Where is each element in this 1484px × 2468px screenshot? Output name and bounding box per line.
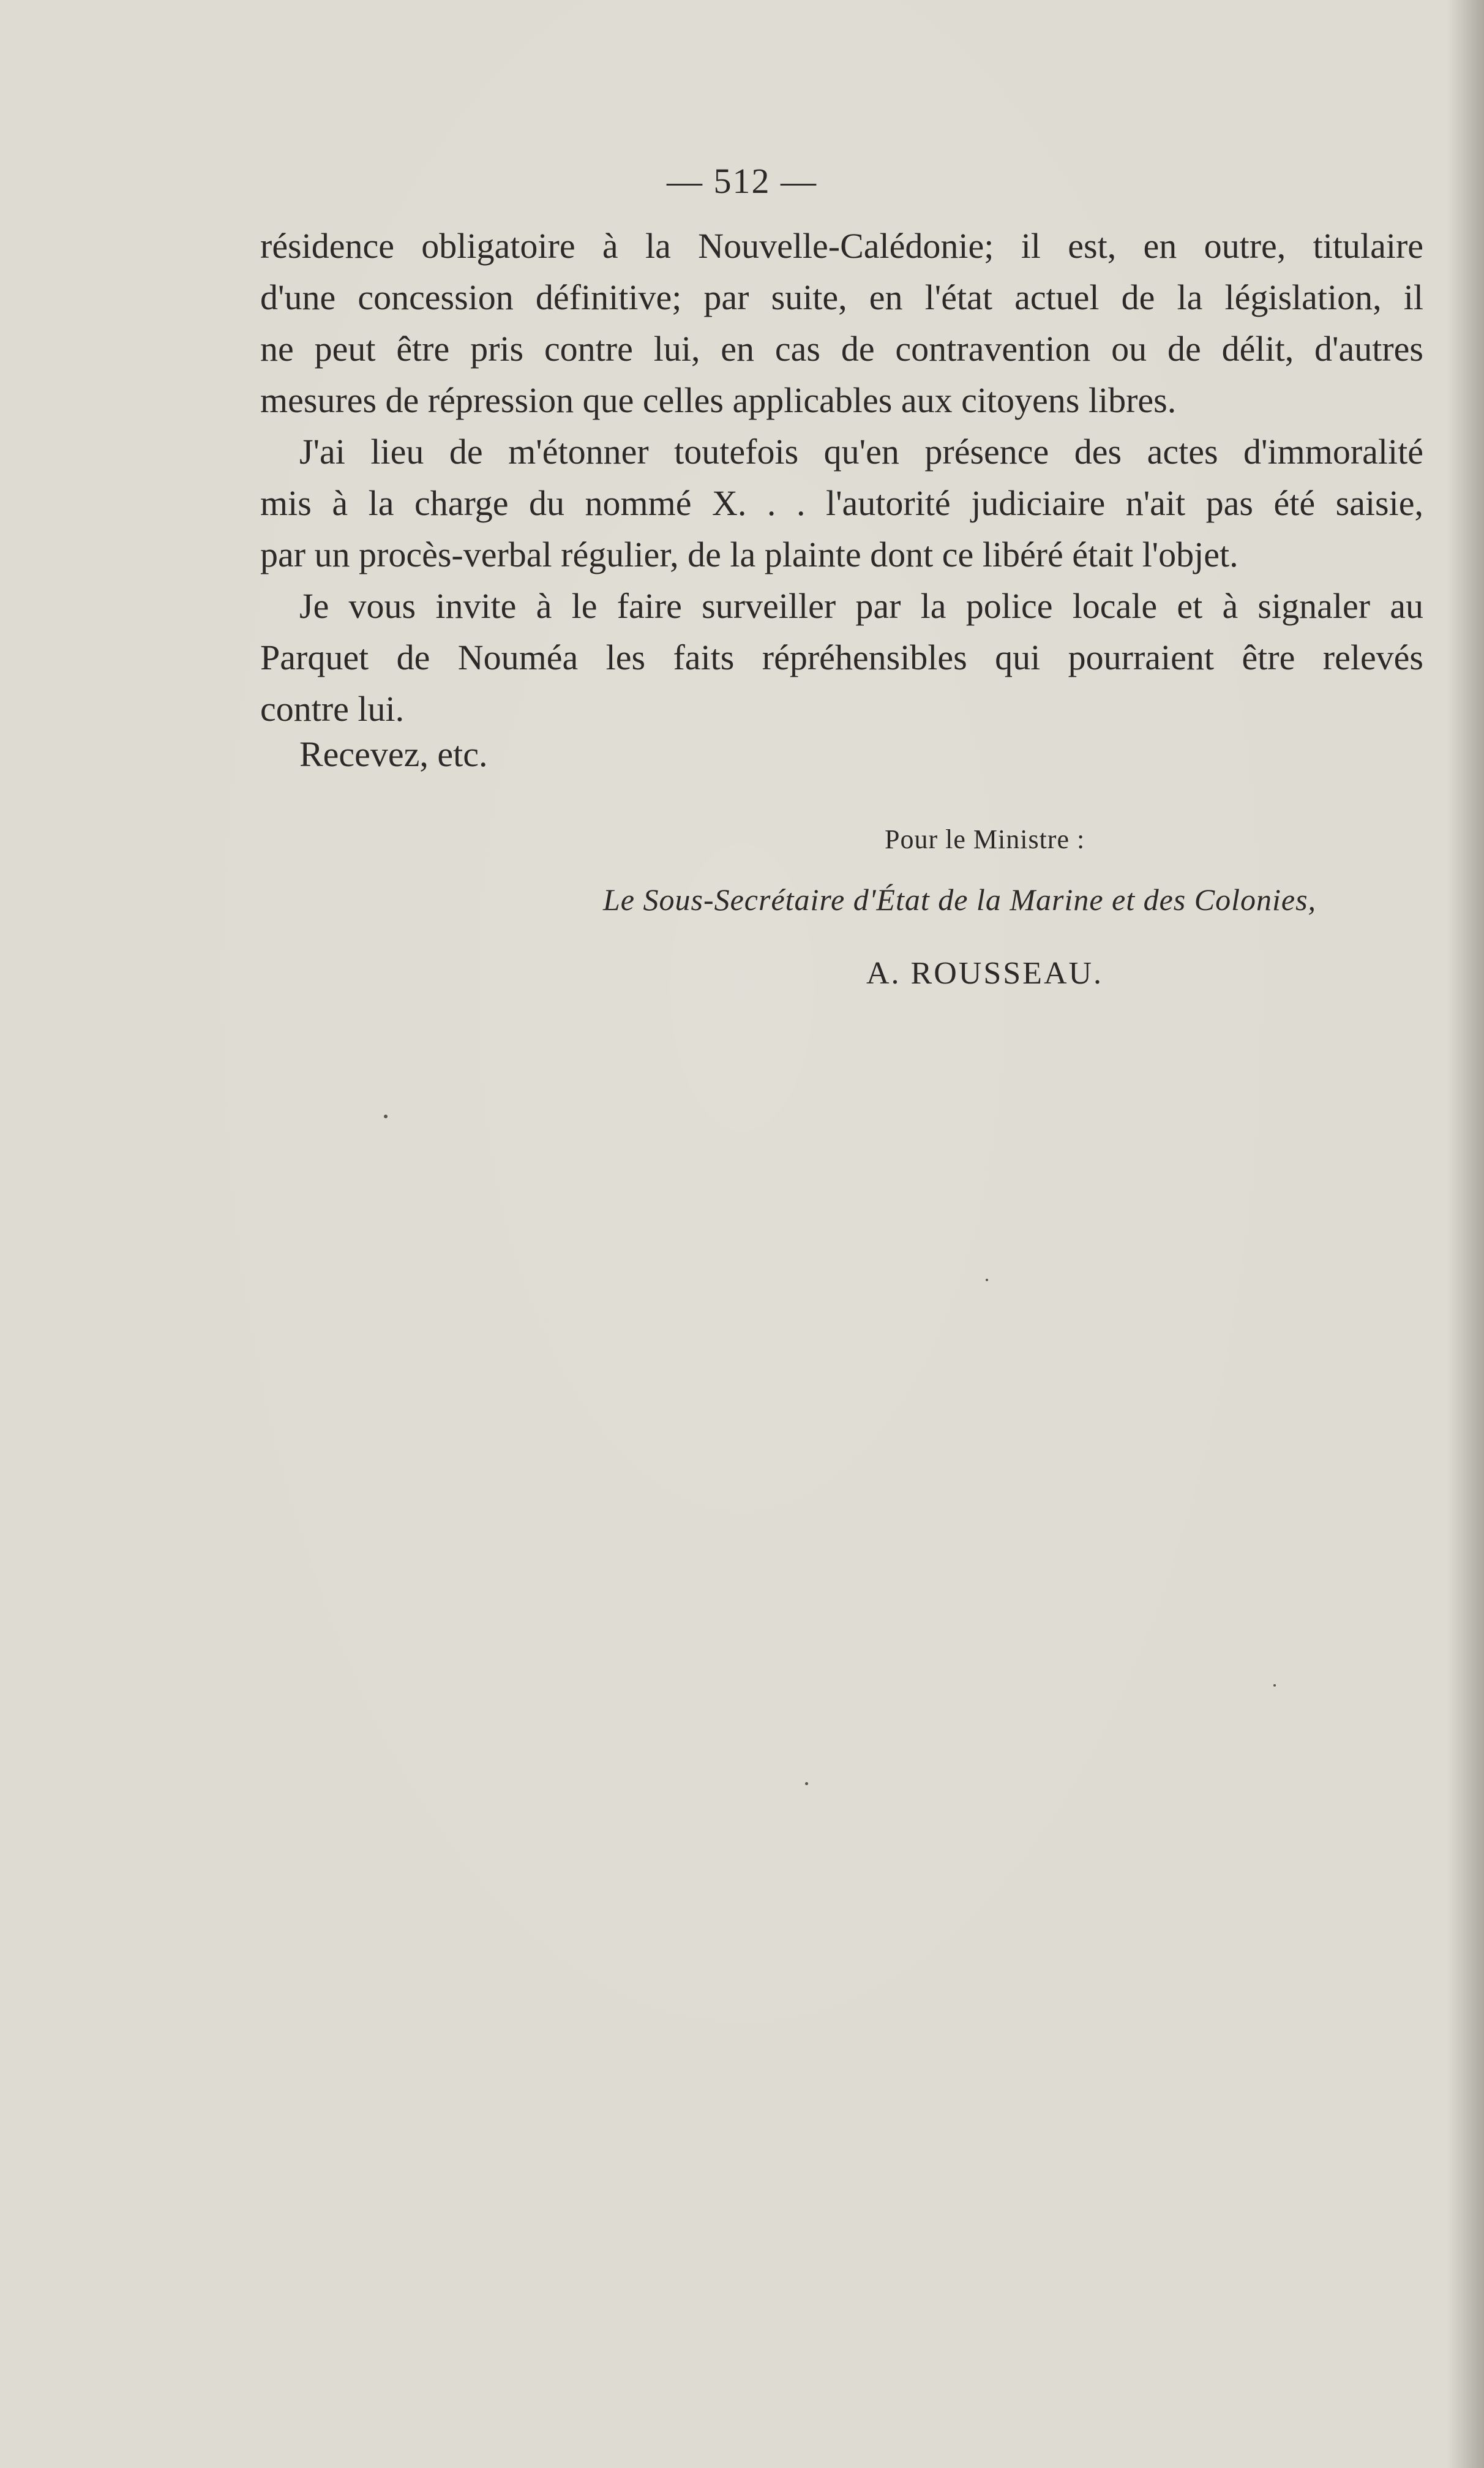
paper-speck [1273,1684,1276,1687]
closing-salutation: Recevez, etc. [299,734,488,774]
text-line: mesures de répression que celles applicables aux citoyens libres. [260,380,1177,420]
text-line: d'une concession définitive; par suite, en l'état actuel de la législation, il [260,277,1423,317]
signature-name: A. ROUSSEAU. [866,956,1104,991]
page-number: — 512 — [667,161,817,201]
signature-intro: Pour le Ministre : [885,824,1085,854]
paper-speck [986,1279,988,1281]
text-line: par un procès-verbal régulier, de la plainte dont ce libéré était l'objet. [260,535,1239,574]
paragraph-3 [260,581,1423,735]
text-line: Parquet de Nouméa les faits répréhensibles qui pourraient être relevés [260,638,1423,677]
text-line: J'ai lieu de m'étonner toutefois qu'en présence des actes d'immoralité [299,432,1423,472]
text-line: mis à la charge du nommé X. . . l'autorité judiciaire n'ait pas été saisie, [260,483,1423,523]
text-line: contre lui. [260,689,405,729]
signature-title: Le Sous-Secrétaire d'État de la Marine et des Colonies, [603,882,1317,917]
paper-speck [384,1115,388,1118]
text-line: résidence obligatoire à la Nouvelle-Calédonie; il est, en outre, titulaire [260,226,1423,266]
page-edge-shadow [1447,0,1484,2468]
text-line: ne peut être pris contre lui, en cas de contravention ou de délit, d'autres [260,329,1423,369]
paragraph-1 [260,220,1423,426]
text-line: Je vous invite à le faire surveiller par la police locale et à signaler au [299,586,1423,626]
paragraph-2 [260,426,1423,581]
paper-speck [805,1782,808,1785]
letter-body [260,220,1423,735]
